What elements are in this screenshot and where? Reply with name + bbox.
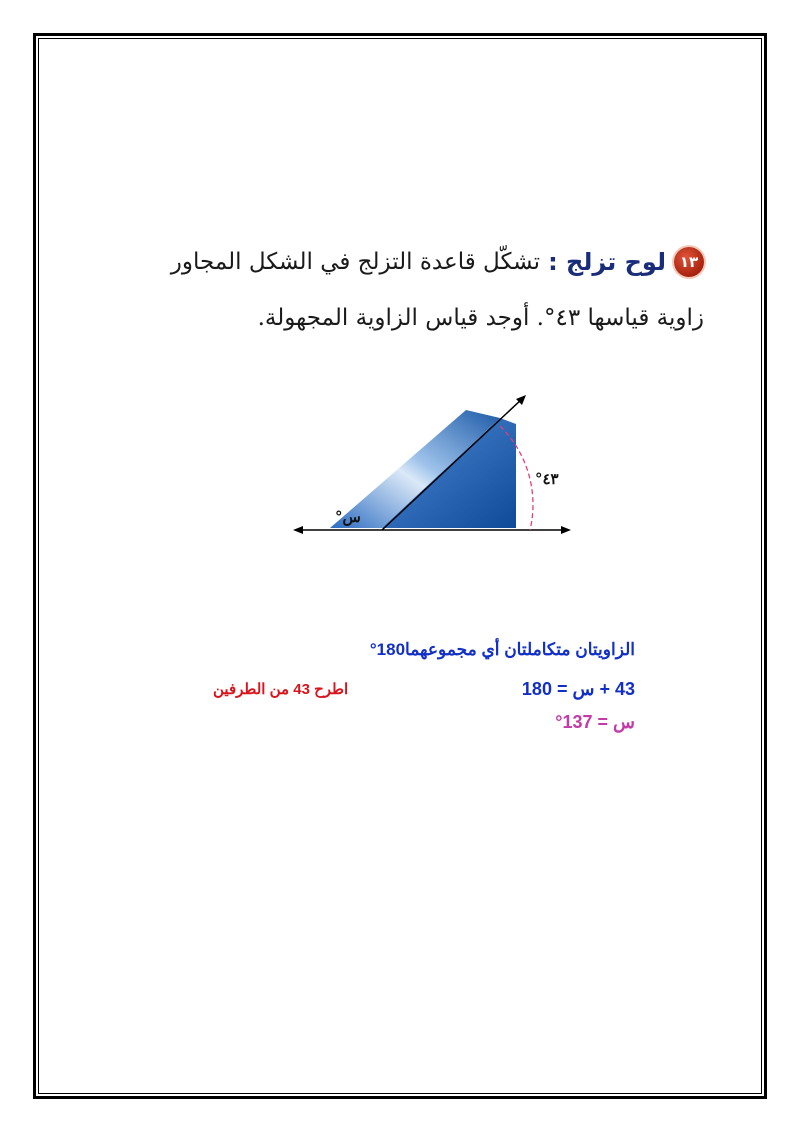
problem-statement xyxy=(164,232,704,348)
ground-arrow-right xyxy=(561,526,571,534)
solution-note: اطرح 43 من الطرفين xyxy=(213,681,349,698)
problem-line-1 xyxy=(164,232,704,292)
solution-line-2: 43 + س = 180 xyxy=(521,679,635,699)
angle-label-x: س° xyxy=(335,508,361,526)
problem-title: لوح تزلج : xyxy=(548,248,666,276)
solution-line-3: س = 137° xyxy=(555,712,635,732)
problem-text-line-2: زاوية قياسها ٤٣°. أوجد قياس الزاوية المجهولة. xyxy=(257,305,704,331)
ground-arrow-left xyxy=(293,526,303,534)
page-border-inner xyxy=(38,38,762,1094)
problem-text-line-1: تشكّل قاعدة التزلج في الشكل المجاور xyxy=(170,249,541,275)
solution-line-1: الزاويتان متكاملتان أي مجموعهما180° xyxy=(369,640,635,659)
skateboard-ramp-figure xyxy=(285,388,585,543)
ramp-diagram xyxy=(285,388,585,543)
problem-number-badge: ١٣ xyxy=(674,247,704,277)
angle-label-43: ٤٣° xyxy=(535,470,559,488)
